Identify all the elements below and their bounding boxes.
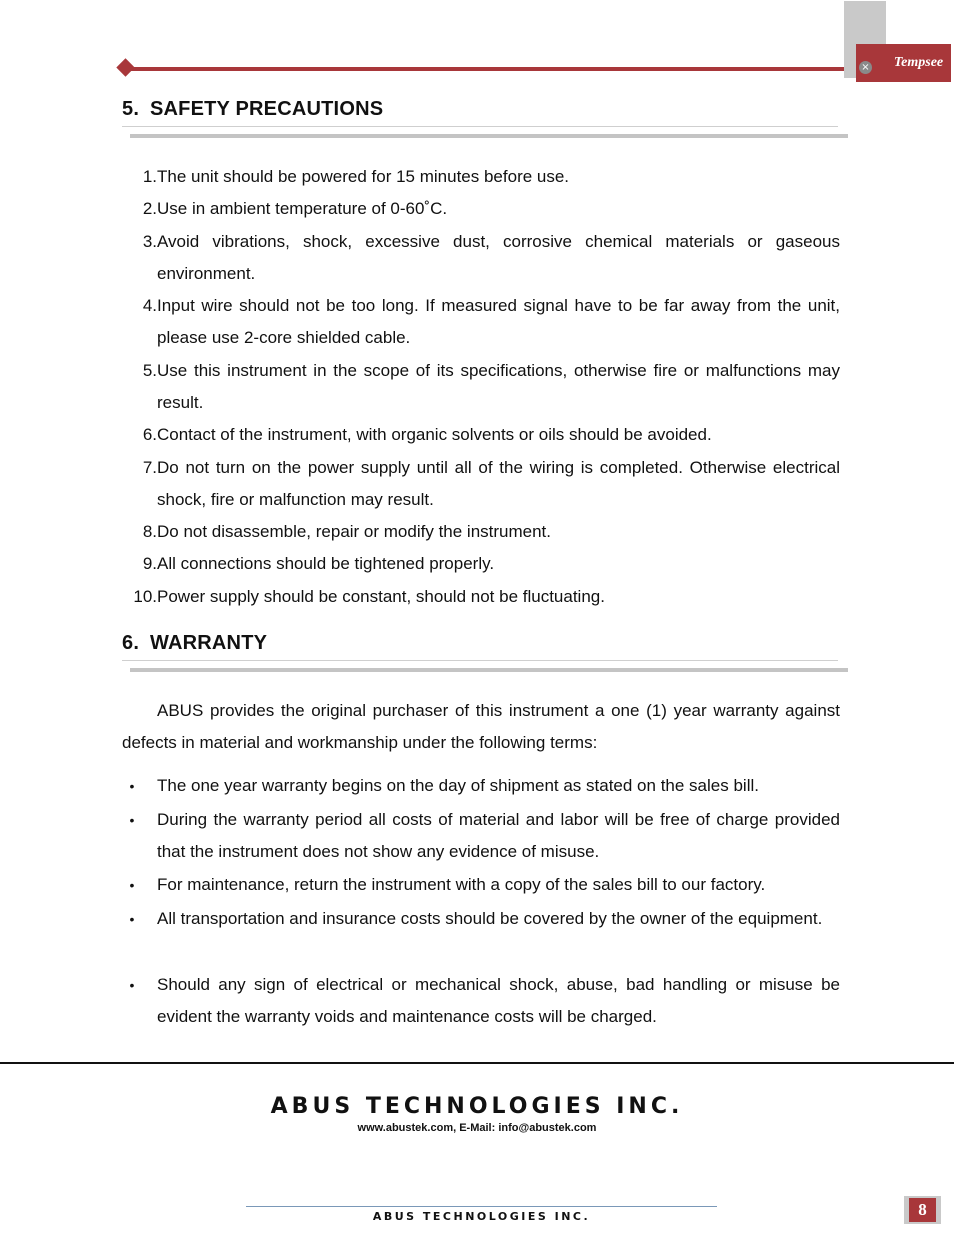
bullet-icon: • <box>129 812 135 828</box>
list-marker: 8. <box>142 522 157 541</box>
bullet-icon: • <box>129 911 135 927</box>
section-heading-warranty <box>122 632 267 655</box>
list-text: Use in ambient temperature of 0-60˚C. <box>157 199 448 218</box>
list-marker: 2. <box>142 199 157 218</box>
list-marker: 4. <box>142 296 157 315</box>
list-text: Should any sign of electrical or mechanical shock, abuse, bad handling or misuse be evident the warranty voids and maintenance costs will be charged. <box>157 975 840 1027</box>
bullet-icon: • <box>129 977 135 993</box>
heading-rule-thin <box>122 660 838 661</box>
footer-rule <box>0 1062 954 1064</box>
list-text: Contact of the instrument, with organic solvents or oils should be avoided. <box>157 425 712 444</box>
section-number: 5. <box>122 98 140 120</box>
section-number: 6. <box>122 632 140 654</box>
list-text: All transportation and insurance costs should be covered by the owner of the equipment. <box>157 909 823 928</box>
warranty-intro: ABUS provides the original purchaser of this instrument a one (1) year warranty against defects in material and workmanship under the following terms: <box>122 701 840 753</box>
header-rule <box>128 67 844 71</box>
list-text: Do not turn on the power supply until all of the wiring is completed. Otherwise electrical shock, fire or malfunction may result. <box>157 458 840 510</box>
section-title: WARRANTY <box>150 632 268 654</box>
heading-rule-thin <box>122 126 838 127</box>
footer-contact: www.abustek.com, E-Mail: info@abustek.com <box>357 1122 597 1134</box>
list-text: Do not disassemble, repair or modify the instrument. <box>157 522 552 541</box>
list-text: For maintenance, return the instrument with a copy of the sales bill to our factory. <box>157 875 766 894</box>
section-heading-safety <box>122 98 383 121</box>
header-diamond-icon <box>116 58 134 76</box>
list-text: Power supply should be constant, should not be fluctuating. <box>157 587 605 606</box>
list-text: The one year warranty begins on the day of shipment as stated on the sales bill. <box>157 776 759 795</box>
list-text: All connections should be tightened properly. <box>157 554 495 573</box>
section-title: SAFETY PRECAUTIONS <box>150 98 384 120</box>
list-marker: 7. <box>142 458 157 477</box>
footer-company: ABUS TECHNOLOGIES INC. <box>270 1094 684 1119</box>
bullet-icon: • <box>129 877 135 893</box>
heading-rule-thick <box>130 134 848 138</box>
list-text: During the warranty period all costs of material and labor will be free of charge provided that the instrument does not show any evidence of misuse. <box>157 810 840 862</box>
list-marker: 10. <box>133 587 157 606</box>
list-text: Avoid vibrations, shock, excessive dust, corrosive chemical materials or gaseous environment. <box>157 232 840 284</box>
list-marker: 5. <box>142 361 157 380</box>
list-marker: 9. <box>142 554 157 573</box>
list-marker: 3. <box>142 232 157 251</box>
heading-rule-thick <box>130 668 848 672</box>
bullet-icon: • <box>129 778 135 794</box>
list-text: Use this instrument in the scope of its specifications, otherwise fire or malfunctions may result. <box>157 361 840 413</box>
footer-rule-thin <box>246 1206 717 1207</box>
page-number: 8 <box>909 1198 936 1222</box>
close-icon: × <box>859 61 872 74</box>
list-marker: 6. <box>142 425 157 444</box>
list-text: Input wire should not be too long. If measured signal have to be far away from the unit, please use 2-core shielded cable. <box>157 296 840 348</box>
footer-company-small: ABUS TECHNOLOGIES INC. <box>372 1210 591 1223</box>
list-marker: 1. <box>142 167 157 186</box>
brand-tab: Tempsee <box>886 44 951 82</box>
list-text: The unit should be powered for 15 minutes before use. <box>157 167 570 186</box>
